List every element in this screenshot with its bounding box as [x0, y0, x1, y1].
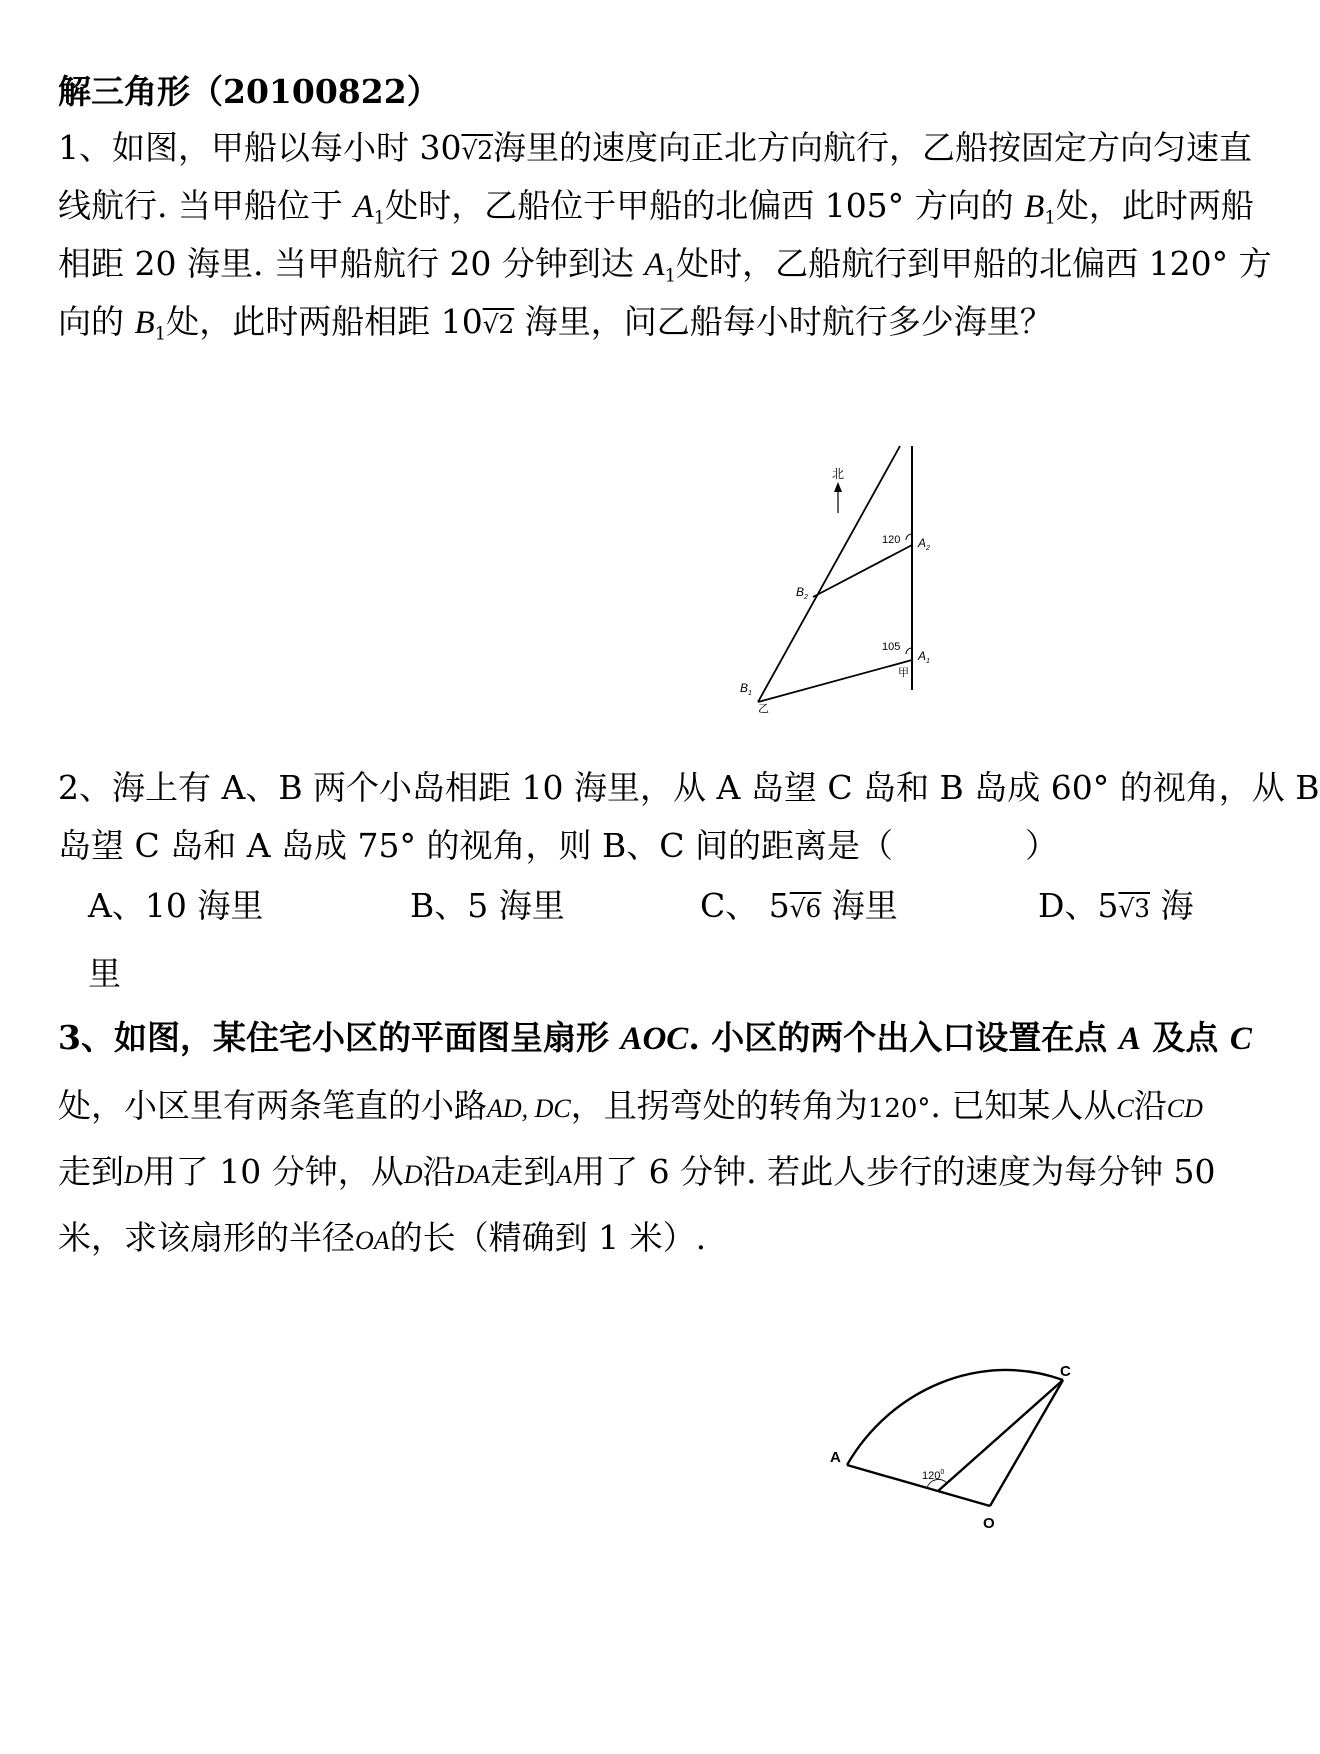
ship-yi-route-line [758, 446, 900, 702]
q1-line-3: 相距 20 海里. 当甲船航行 20 分钟到达 $A_1$处时，乙船航行到甲船的北偏西 120° 方 [58, 244, 1272, 287]
point-b1-label: $B_1$ [740, 681, 752, 697]
q3-line-4: 米，求该扇形的半径OA的长（精确到 1 米）. [58, 1218, 707, 1257]
radius-oa [847, 1465, 990, 1506]
path-dc [938, 1380, 1063, 1491]
segment-a2-b2 [813, 545, 912, 597]
q1-line-1: 1、如图，甲船以每小时 30√2海里的速度向正北方向航行，乙船按固定方向匀速直 [58, 128, 1253, 167]
sector-arc [847, 1370, 1063, 1465]
ship-yi-label: 乙 [758, 703, 769, 715]
q2-line-2: 岛望 C 岛和 A 岛成 75° 的视角，则 B、C 间的距离是（ ） [58, 826, 1058, 865]
q2-option-b: B、5 海里 [410, 886, 565, 925]
q1-line-2: 线航行. 当甲船位于 $A_1$处时，乙船位于甲船的北偏西 105° 方向的 $B_1$处，此时两船 [58, 186, 1254, 229]
q3-line-1: 3、如图，某住宅小区的平面图呈扇形 AOC. 小区的两个出入口设置在点 A 及点 C [58, 1018, 1252, 1057]
angle-120-label: $120^0$ [922, 1469, 945, 1482]
north-arrowhead-icon [834, 482, 842, 492]
q3-line-3: 走到D用了 10 分钟，从D沿DA走到A用了 6 分钟. 若此人步行的速度为每分钟 50 [58, 1152, 1216, 1191]
point-a2-label: $A_2$ [918, 536, 930, 552]
page-title: 解三角形（20100822） [58, 72, 440, 111]
north-label: 北 [832, 467, 845, 481]
point-o-label: O [983, 1515, 995, 1532]
radius-oc [990, 1380, 1063, 1506]
segment-a1-b1 [758, 660, 912, 702]
q2-option-a: A、10 海里 [88, 886, 264, 925]
q2-option-c: C、 5√6 海里 [700, 886, 898, 925]
point-b2-label: $B_2$ [796, 585, 808, 601]
q2-option-d: D、5√3 海 [1038, 886, 1194, 925]
ship-route-figure [720, 440, 940, 730]
sector-figure [820, 1360, 1080, 1540]
q1-line-4: 向的 $B_1$处，此时两船相距 10√2 海里，问乙船每小时航行多少海里？ [58, 302, 1053, 345]
q2-line-1: 2、海上有 A、B 两个小岛相距 10 海里，从 A 岛望 C 岛和 B 岛成 60° 的视角，从 B [58, 768, 1320, 807]
q2-option-d-wrap: 里 [88, 954, 121, 993]
point-a-label: A [830, 1449, 841, 1466]
point-c-label: C [1060, 1363, 1071, 1380]
angle-120-label: 120 [882, 534, 901, 546]
point-a1-label: $A_1$ [918, 649, 930, 665]
q3-line-2: 处，小区里有两条笔直的小路AD, DC，且拐弯处的转角为120°. 已知某人从C沿CD [58, 1086, 1203, 1125]
ship-jia-label: 甲 [898, 667, 909, 679]
angle-105-label: 105 [882, 641, 901, 653]
